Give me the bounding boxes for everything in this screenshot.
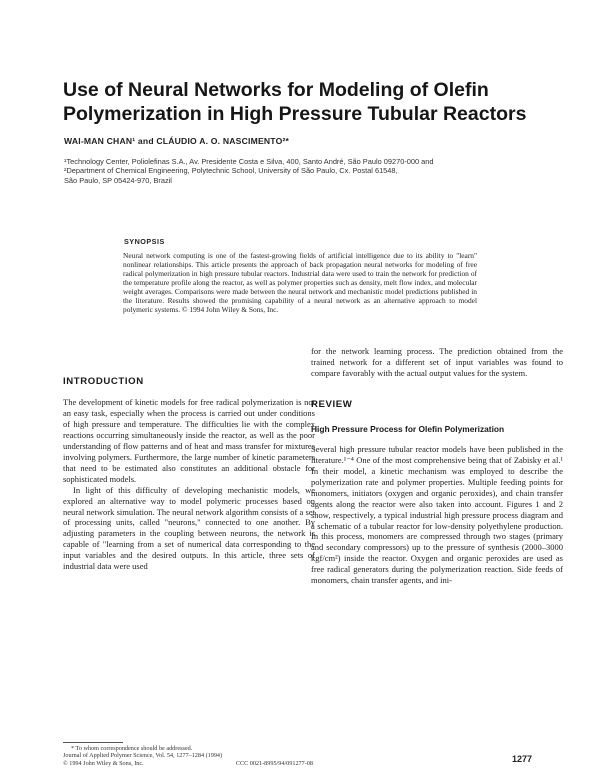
- intro-continuation: for the network learning process. The prediction obtained from the trained network for a different set of input variables was found to compare favorably with the actual output values for the system.: [311, 346, 563, 378]
- page-number: 1277: [512, 754, 533, 764]
- review-subheading: High Pressure Process for Olefin Polymerization: [311, 423, 505, 434]
- affiliations: [64, 157, 534, 185]
- footnote: [63, 745, 313, 767]
- right-column: [311, 346, 563, 586]
- affiliation-line: São Paulo, SP 05424-970, Brazil: [64, 175, 172, 185]
- article-title: [63, 78, 533, 126]
- intro-paragraph-2: In light of this difficulty of developing mechanistic models, we explored an alternative way to model polymeric processes based on neural network simulation. The neural network algorithm consists of a set of processing units, called "neurons," connected to one another. By adjusting parameters in the coupling between neurons, the network is capable of "learning from a set of numerical data corresponding to the input variables and the desired outputs. In this article, three sets of industrial data were used: [63, 484, 315, 572]
- left-column: [63, 376, 315, 572]
- introduction-heading: INTRODUCTION: [63, 376, 144, 387]
- title-line-2: Polymerization in High Pressure Tubular Reactors: [63, 103, 527, 125]
- correspondence-note: * To whom correspondence should be addressed.: [71, 745, 193, 752]
- ccc-code: CCC 0021-8995/94/091277-08: [235, 759, 313, 767]
- synopsis-text: Neural network computing is one of the fastest-growing fields of artificial intelligence due to its ability to "learn" nonlinear relationships. This article presents the approach of back propagation neural networks for modeling of free radical polymerization in high pressure tubular reactors. Industrial data were used to train the network for prediction of the temperature profile along the reactor, as well as polymer properties such as density, melt flow index, and molecular weight averages. Comparisons were made between the neural network and mechanistic model predictions published in the literature. Results showed the promising capability of a neural network as an alternative approach to model polymeric systems. © 1994 John Wiley & Sons, Inc.: [123, 251, 477, 314]
- review-paragraph: Several high pressure tubular reactor models have been published in the literature.¹⁻⁴ One of the most comprehensive being that of Zabisky et al.¹ In their model, a kinetic mechanism was employed to describe the polymerization rate and polymer properties. Multiple feeding points for monomers, initiators (oxygen and organic peroxides), and chain transfer agents along the reactor were also taken into account. Figures 1 and 2 show, respectively, a typical industrial high pressure process diagram and a schematic of a tubular reactor for low-density polyethylene production. In this process, monomers are compressed through two stages (primary and secondary compressors) up to the pressure of synthesis (2000–3000 kgf/cm²) inside the reactor. Oxygen and organic peroxides are used as free radical generators during the polymerization reaction. Side feeds of monomers, chain transfer agents, and ini-: [311, 443, 563, 586]
- journal-citation: Journal of Applied Polymer Science, Vol. 54, 1277–1284 (1994): [63, 752, 223, 760]
- synopsis-heading: SYNOPSIS: [124, 237, 165, 246]
- affiliation-line: ²Department of Chemical Engineering, Polytechnic School, University of São Paulo, Cx. Postal 61548,: [64, 166, 398, 176]
- intro-paragraph-1: The development of kinetic models for free radical polymerization is not an easy task, especially when the process is carried out under conditions of high pressure and temperature. The difficulties lie with the complex reactions occurring simultaneously inside the reactor, as well as the poor understanding of flow patterns and of heat and mass transfer for mixtures involving polymers. Furthermore, the large number of kinetic parameters that need to be estimated also constitutes an additional obstacle for sophisticated models.: [63, 397, 315, 484]
- review-heading: REVIEW: [311, 398, 353, 410]
- author-list: WAI-MAN CHAN¹ and CLÁUDIO A. O. NASCIMENTO²*: [64, 136, 290, 146]
- copyright-row: [63, 760, 313, 767]
- title-line-1: Use of Neural Networks for Modeling of Olefin: [63, 79, 489, 101]
- footnote-rule: [63, 742, 123, 743]
- affiliation-line: ¹Technology Center, Poliolefinas S.A., Av. Presidente Costa e Silva, 400, Santo André, São Paulo 09270-000 and: [64, 157, 434, 166]
- copyright-text: © 1994 John Wiley & Sons, Inc.: [63, 759, 144, 767]
